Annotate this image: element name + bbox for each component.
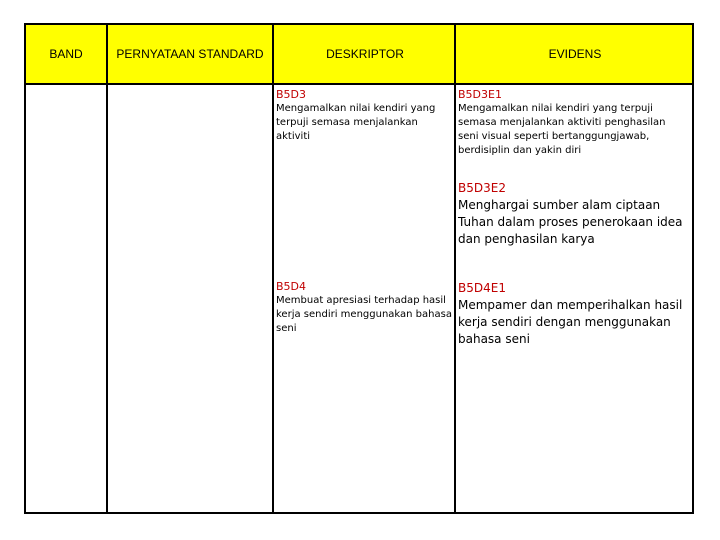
header-evidens: EVIDENS (548, 47, 602, 61)
deskriptor-code: B5D4 (276, 280, 307, 293)
header-pernyataan-standard: PERNYATAAN STANDARD (116, 47, 264, 61)
header-band: BAND (49, 47, 83, 61)
column-divider (106, 25, 108, 512)
deskriptor-b5d3 (276, 88, 452, 144)
evidens-code: B5D4E1 (458, 281, 506, 295)
deskriptor-text: Mengamalkan nilai kendiri yang terpuji semasa menjalankan aktiviti (276, 103, 436, 142)
evidens-text: Menghargai sumber alam ciptaan Tuhan dalam proses penerokaan idea dan penghasilan karya (458, 198, 683, 246)
deskriptor-code: B5D3 (276, 88, 307, 101)
evidens-text: Mengamalkan nilai kendiri yang terpuji semasa menjalankan aktiviti penghasilan seni visual seperti bertanggungjawab, berdisiplin dan yakin diri (458, 103, 666, 156)
evidens-code: B5D3E2 (458, 181, 506, 195)
evidens-b5d4e1 (458, 280, 690, 348)
evidens-code: B5D3E1 (458, 88, 502, 101)
standards-table (24, 23, 694, 514)
evidens-text: Mempamer dan memperihalkan hasil kerja sendiri dengan menggunakan bahasa seni (458, 298, 683, 346)
deskriptor-b5d4 (276, 280, 452, 336)
column-divider (454, 25, 456, 512)
table-header (26, 25, 692, 85)
deskriptor-text: Membuat apresiasi terhadap hasil kerja sendiri menggunakan bahasa seni (276, 295, 452, 334)
evidens-b5d3e1 (458, 88, 682, 158)
column-divider (272, 25, 274, 512)
header-deskriptor: DESKRIPTOR (326, 47, 404, 61)
evidens-b5d3e2 (458, 180, 690, 248)
